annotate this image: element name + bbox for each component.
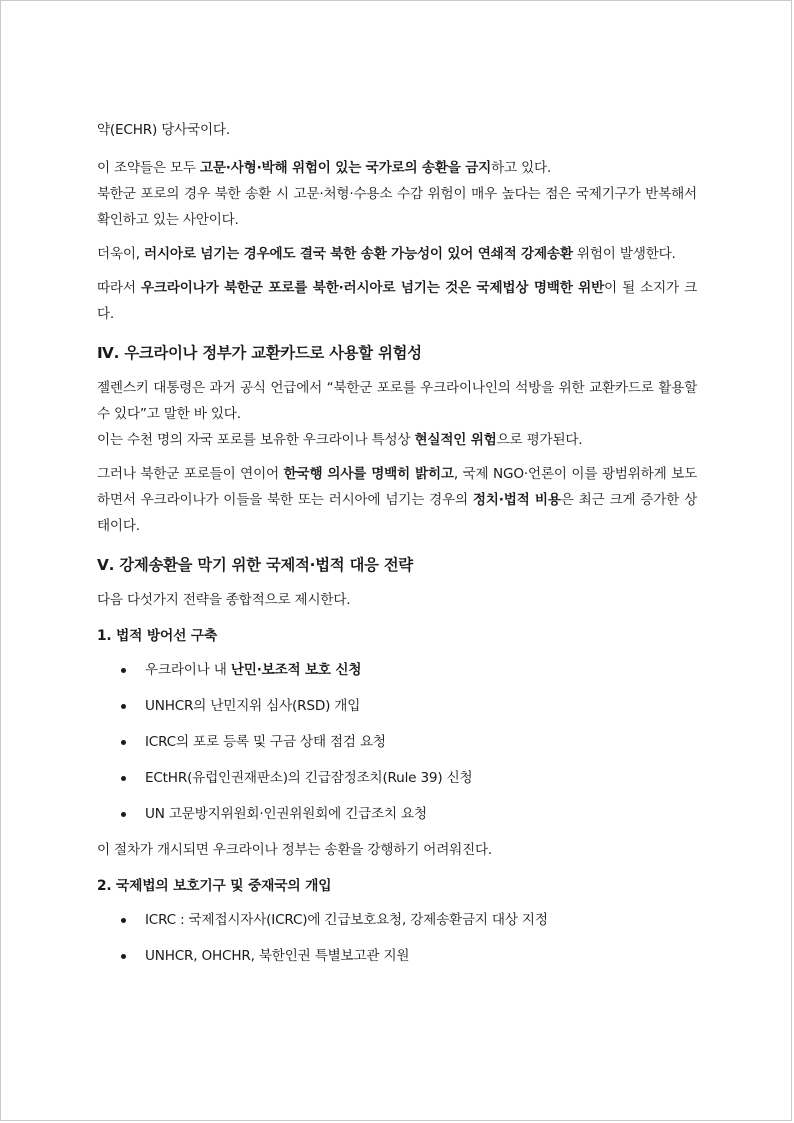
bullet-icon <box>121 704 126 709</box>
paragraph: 이 조약들은 모두 고문·사형·박해 위험이 있는 국가로의 송환을 금지하고 있다. <box>97 160 552 176</box>
bullet-icon <box>121 668 126 673</box>
paragraph: 젤렌스키 대통령은 과거 공식 언급에서 “북한군 포로를 우크라이나인의 석방을 위한 교환카드로 활용할 수 있다”고 말한 바 있다. <box>97 380 697 422</box>
list-item: UN 고문방지위원회·인권위원회에 긴급조치 요청 <box>97 801 697 827</box>
bullet-list <box>97 907 697 969</box>
section-heading: Ⅴ. 강제송환을 막기 위한 국제적·법적 대응 전략 <box>97 556 413 574</box>
section-heading: Ⅳ. 우크라이나 정부가 교환카드로 사용할 위험성 <box>97 344 422 362</box>
list-item: ECtHR(유럽인권재판소)의 긴급잠정조치(Rule 39) 신청 <box>97 765 697 791</box>
paragraph: 이 절차가 개시되면 우크라이나 정부는 송환을 강행하기 어려워진다. <box>97 842 493 858</box>
bold-phrase: 한국행 의사를 명백히 밝히고 <box>283 466 454 482</box>
list-item: UNHCR의 난민지위 심사(RSD) 개입 <box>97 693 697 719</box>
bullet-icon <box>121 954 126 959</box>
list-item: ICRC : 국제접시자사(ICRC)에 긴급보호요청, 강제송환금지 대상 지정 <box>97 907 697 933</box>
subsection-heading: 1. 법적 방어선 구축 <box>97 628 218 644</box>
paragraph: 그러나 북한군 포로들이 연이어 한국행 의사를 명백히 밝히고, 국제 NGO·언론이 이를 광범위하게 보도하면서 우크라이나가 이들을 북한 또는 러시아에 넘기는 경우의 정치·법적 비용은 최근 크게 증가한 상태이다. <box>97 466 698 534</box>
bullet-icon <box>121 812 126 817</box>
paragraph: 북한군 포로의 경우 북한 송환 시 고문·처형·수용소 수감 위험이 매우 높다는 점은 국제기구가 반복해서 확인하고 있는 사안이다. <box>97 186 697 228</box>
list-item: ICRC의 포로 등록 및 구금 상태 점검 요청 <box>97 729 697 755</box>
paragraph: 이는 수천 명의 자국 포로를 보유한 우크라이나 특성상 현실적인 위험으로 평가된다. <box>97 432 583 448</box>
bullet-icon <box>121 918 126 923</box>
paragraph: 따라서 우크라이나가 북한군 포로를 북한·러시아로 넘기는 것은 국제법상 명백한 위반이 될 소지가 크다. <box>97 280 698 322</box>
document-body <box>97 117 697 979</box>
list-item: 우크라이나 내 난민·보조적 보호 신청 <box>97 657 697 683</box>
bold-phrase: 고문·사형·박해 위험이 있는 국가로의 송환을 금지 <box>199 160 492 176</box>
bold-phrase: 난민·보조적 보호 신청 <box>230 662 362 678</box>
bullet-list <box>97 657 697 827</box>
bullet-icon <box>121 740 126 745</box>
paragraph: 다음 다섯가지 전략을 종합적으로 제시한다. <box>97 592 351 608</box>
subsection-heading: 2. 국제법의 보호기구 및 중재국의 개입 <box>97 878 332 894</box>
paragraph: 더욱이, 러시아로 넘기는 경우에도 결국 북한 송환 가능성이 있어 연쇄적 강제송환 위험이 발생한다. <box>97 246 676 262</box>
list-item: UNHCR, OHCHR, 북한인권 특별보고관 지원 <box>97 943 697 969</box>
bold-phrase: 러시아로 넘기는 경우에도 결국 북한 송환 가능성이 있어 연쇄적 강제송환 <box>144 246 573 262</box>
bold-phrase: 우크라이나가 북한군 포로를 북한·러시아로 넘기는 것은 국제법상 명백한 위반 <box>140 280 605 296</box>
paragraph: 약(ECHR) 당사국이다. <box>97 122 230 138</box>
bullet-icon <box>121 776 126 781</box>
bold-phrase: 현실적인 위험 <box>414 432 497 448</box>
bold-phrase: 정치·법적 비용 <box>472 492 561 508</box>
